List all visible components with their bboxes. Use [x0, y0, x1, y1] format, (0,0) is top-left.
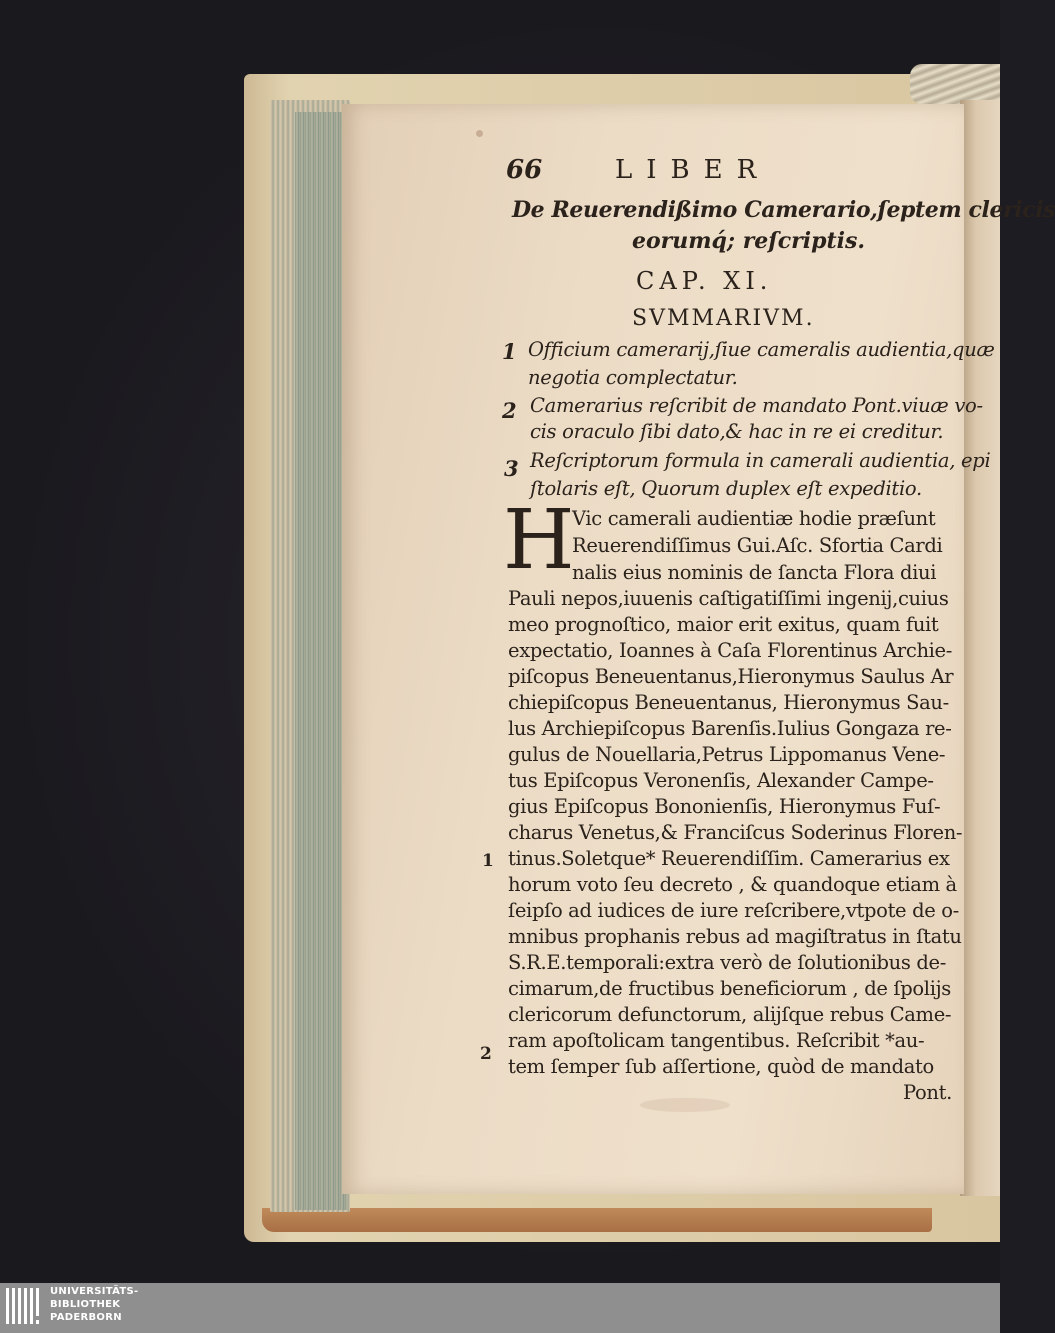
book-cover-edge [262, 1208, 932, 1232]
body-line: horum voto ſeu decreto , & quandoque etiam à [508, 873, 957, 896]
summary-item-number: 3 [504, 456, 519, 481]
summary-heading: SVMMARIVM. [632, 306, 815, 331]
body-line: tem ſemper ſub aſſertione, quòd de mandato [508, 1055, 934, 1078]
chapter-label: CAP. XI. [636, 267, 773, 295]
chapter-title-line-1: De Reuerendißimo Camerario,ſeptem clericis [512, 197, 1055, 223]
body-line: Reuerendiſſimus Gui.Aſc. Sfortia Cardi [572, 534, 943, 557]
body-line: ram apoſtolicam tangentibus. Reſcribit *au- [508, 1029, 925, 1052]
body-line: tus Epiſcopus Veronenſis, Alexander Campe- [508, 769, 934, 792]
catchword: Pont. [903, 1081, 952, 1104]
margin-note-number: 2 [480, 1044, 492, 1064]
body-line: meo prognoſtico, maior erit exitus, quam fuit [508, 613, 939, 636]
summary-item-number: 2 [502, 398, 517, 423]
body-line: S.R.E.temporali:extra verò de ſolutionibus de- [508, 951, 946, 974]
page-stain [476, 130, 483, 137]
drop-cap: H [503, 493, 575, 588]
footer-text-line-2: BIBLIOTHEK [50, 1299, 121, 1310]
university-library-logo-icon [2, 1284, 46, 1332]
body-line: mnibus prophanis rebus ad magiſtratus in ſtatu [508, 925, 962, 948]
summary-item-line: cis oraculo ſibi dato,& hac in re ei creditur. [530, 420, 944, 443]
summary-item-number: 1 [502, 339, 517, 364]
body-line: gius Epiſcopus Bononienſis, Hieronymus Fuſ- [508, 795, 941, 818]
page-number: 66 [506, 155, 543, 185]
body-line: Pauli nepos,iuuenis caſtigatiſſimi ingenij,cuius [508, 587, 949, 610]
body-line: gulus de Nouellaria,Petrus Lippomanus Vene- [508, 743, 946, 766]
binding-strap [910, 64, 1000, 104]
body-line: ſeipſo ad iudices de iure reſcribere,vtpote de o- [508, 899, 959, 922]
summary-item-line: Reſcriptorum formula in camerali audientia, epi [530, 449, 991, 472]
running-head: LIBER [615, 155, 771, 185]
library-footer-bar [0, 1283, 1000, 1333]
summary-item-line: ſtolaris eſt, Quorum duplex eſt expeditio. [530, 477, 922, 500]
body-line: tinus.Soletque* Reuerendiſſim. Camerarius ex [508, 847, 950, 870]
margin-note-number: 1 [482, 851, 494, 871]
body-line: piſcopus Beneuentanus,Hieronymus Saulus Ar [508, 665, 954, 688]
page-stain [640, 1098, 730, 1112]
body-line: nalis eius nominis de ſancta Flora diui [572, 561, 937, 584]
summary-item-line: Camerarius reſcribit de mandato Pont.viuæ vo- [530, 394, 983, 417]
body-line: expectatio, Ioannes à Caſa Florentinus Archie- [508, 639, 952, 662]
body-line: cimarum,de fructibus beneficiorum , de ſpolijs [508, 977, 951, 1000]
summary-item-line: negotia complectatur. [528, 366, 738, 389]
facing-page-edge [960, 100, 1000, 1196]
footer-text-line-1: UNIVERSITÄTS- [50, 1286, 139, 1297]
summary-item-line: Officium camerarij,ſiue cameralis audientia,quæ [528, 338, 995, 361]
page-edges [295, 112, 347, 1210]
body-line: charus Venetus,& Franciſcus Soderinus Floren- [508, 821, 963, 844]
body-line: Vic camerali audientiæ hodie præſunt [572, 507, 936, 530]
footer-text-line-3: PADERBORN [50, 1312, 122, 1323]
body-line: lus Archiepiſcopus Barenſis.Iulius Gongaza re- [508, 717, 952, 740]
body-line: clericorum defunctorum, alijſque rebus Came- [508, 1003, 952, 1026]
body-line: chiepiſcopus Beneuentanus, Hieronymus Sau- [508, 691, 949, 714]
chapter-title-line-2: eorumq́; reſcriptis. [632, 228, 866, 254]
